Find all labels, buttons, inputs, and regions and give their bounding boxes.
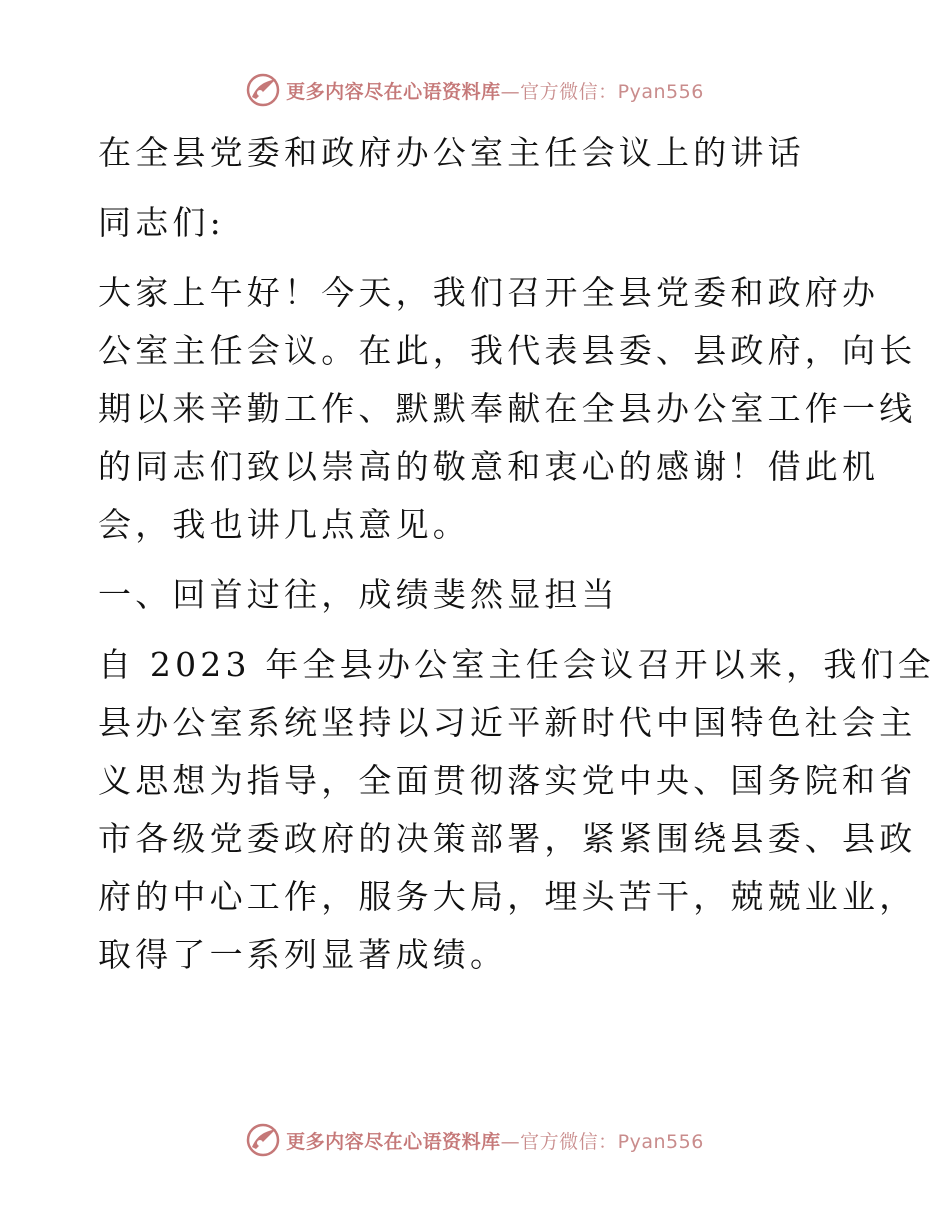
paragraph-line: 会，我也讲几点意见。 (98, 505, 470, 544)
watermark-brand: 更多内容尽在心语资料库 (286, 80, 501, 103)
paragraph-line: 公室主任会议。在此，我代表县委、县政府，向长 (98, 331, 917, 370)
watermark-separator: — (500, 80, 521, 103)
document-title: 在全县党委和政府办公室主任会议上的讲话 (98, 133, 805, 172)
footer-watermark (0, 1120, 950, 1160)
brand-logo-icon (246, 73, 280, 107)
watermark-brand: 更多内容尽在心语资料库 (286, 1130, 501, 1153)
paragraph-line: 取得了一系列显著成绩。 (98, 935, 508, 974)
watermark-wechat: 官方微信：Pyan556 (520, 1130, 704, 1153)
watermark-wechat: 官方微信：Pyan556 (520, 80, 704, 103)
paragraph-line: 市各级党委政府的决策部署，紧紧围绕县委、县政 (98, 819, 917, 858)
paragraph-line: 县办公室系统坚持以习近平新时代中国特色社会主 (98, 703, 917, 742)
paragraph-achievements (98, 636, 935, 984)
section-heading: 一、回首过往，成绩斐然显担当 (98, 575, 619, 614)
watermark-separator: — (500, 1130, 521, 1153)
paragraph-line: 期以来辛勤工作、默默奉献在全县办公室工作一线 (98, 389, 917, 428)
paragraph-line: 大家上午好！今天，我们召开全县党委和政府办 (98, 273, 880, 312)
header-watermark (0, 70, 950, 110)
paragraph-line: 自 2023 年全县办公室主任会议召开以来，我们全 (98, 645, 935, 684)
paragraph-line: 的同志们致以崇高的敬意和衷心的感谢！借此机 (98, 447, 880, 486)
salutation: 同志们: (98, 203, 225, 242)
document-body (98, 124, 935, 984)
paragraph-line: 府的中心工作，服务大局，埋头苦干，兢兢业业， (98, 877, 917, 916)
brand-logo-icon (246, 1123, 280, 1157)
watermark-text (286, 77, 704, 104)
paragraph-line: 义思想为指导，全面贯彻落实党中央、国务院和省 (98, 761, 917, 800)
watermark-text (286, 1127, 704, 1154)
paragraph-opening (98, 264, 917, 554)
